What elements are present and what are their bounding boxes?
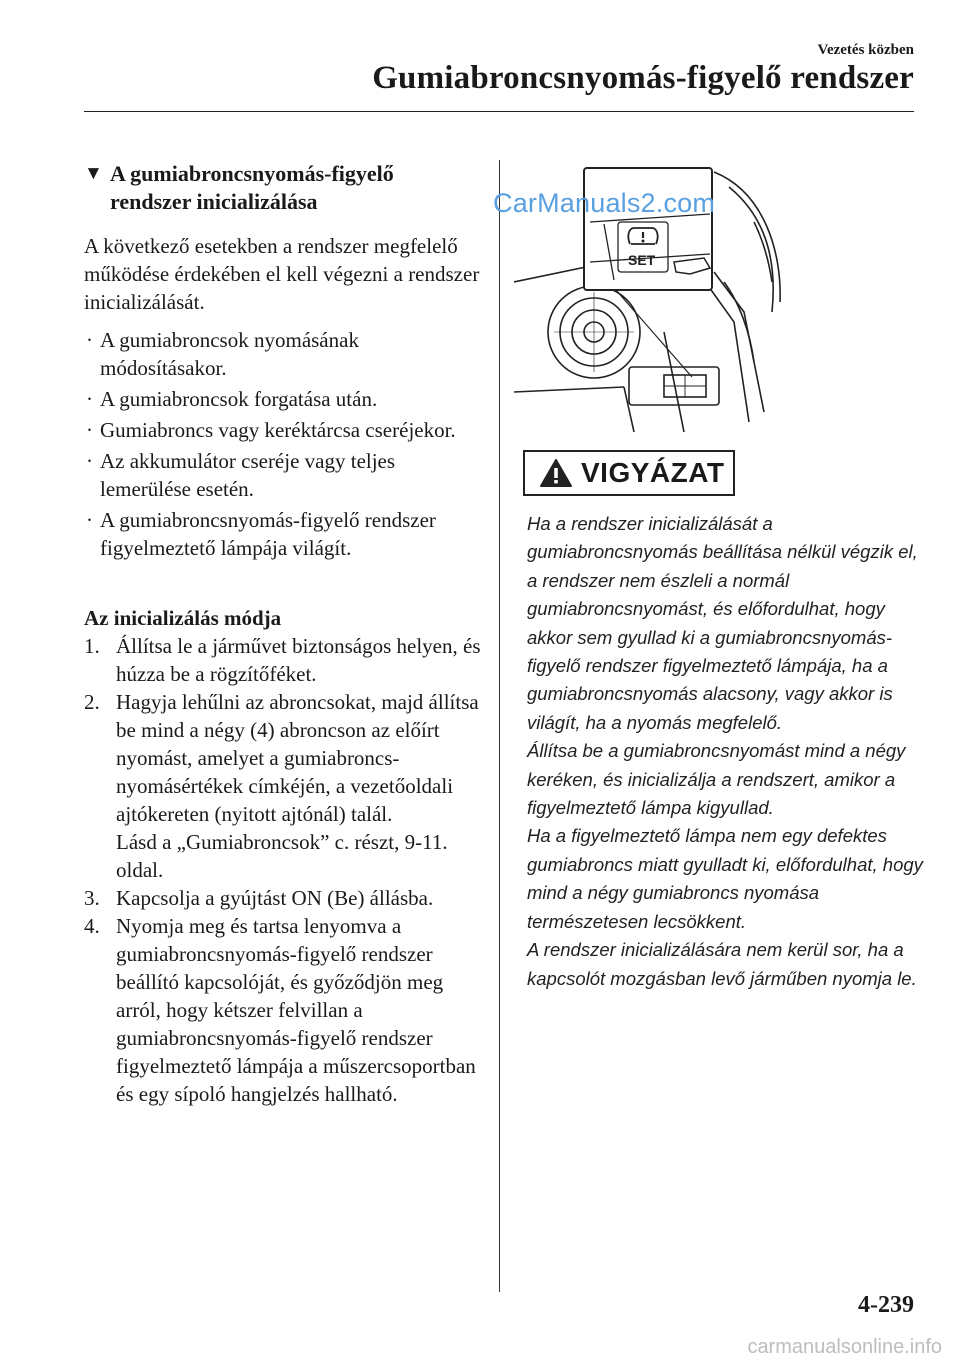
step-item [84,632,484,688]
caution-body [527,510,927,993]
caution-paragraph: Ha a rendszer inicializálását a gumiabroncsnyomás beállítása nélkül végzik el, a rendszer nem észleli a normál gumiabroncsnyomást, és előfordulhat, hogy akkor sem gyullad ki a gumiabroncsnyomás-figyelő rendszer figyelmeztető lámpája, ha a gumiabroncsnyomás alacsony, vagy akkor is világít, ha a nyomás megfelelő. [527,513,918,733]
step-reference: Lásd a „Gumiabroncsok” c. részt, 9-11. oldal. [116,830,448,882]
step-text: Állítsa le a járművet biztonságos helyen, és húzza be a rögzítőféket. [116,634,481,686]
step-item [84,884,484,912]
procedure-heading: Az inicializálás módja [84,606,282,630]
page-number: 4-239 [858,1292,914,1318]
step-text: Nyomja meg és tartsa lenyomva a gumiabroncsnyomás-figyelő rendszer beállító kapcsolóját, és győződjön meg arról, hogy kétszer felvillan a gumiabroncsnyomás-figyelő rendszer figyelmeztető lámpája a műszercsoportban és egy sípoló hangjelzés hallható. [116,914,476,1106]
section-title: Vezetés közben [817,42,914,58]
list-item: · A gumiabroncsok nyomásának módosításakor. [86,328,359,380]
bullet-icon: · [86,508,93,532]
caution-paragraph: Állítsa be a gumiabroncsnyomást mind a négy keréken, és inicializálja a rendszert, amikor a figyelmeztető lámpa kigyullad. [527,740,906,819]
footer-watermark: carmanualsonline.info [747,1336,942,1358]
caution-paragraph: A rendszer inicializálására nem kerül sor, ha a kapcsolót mozgásban levő járműben nyomja le. [527,939,917,989]
intro-paragraph: A következő esetekben a rendszer megfelelő működése érdekében el kell végezni a rendszer inicializálását. [84,234,480,314]
step-item [84,688,484,884]
bullet-icon: · [86,328,93,352]
bullet-icon: · [86,449,93,473]
list-item: · Az akkumulátor cseréje vagy teljes lemerülése esetén. [86,449,396,501]
caution-paragraph: Ha a figyelmeztető lámpa nem egy defektes gumiabroncs miatt gyulladt ki, előfordulhat, hogy mind a négy gumiabroncs nyomása természetesen lecsökkent. [527,825,923,932]
step-text: Kapcsolja a gyújtást ON (Be) állásba. [116,886,434,910]
heading-line-2: rendszer inicializálása [110,189,318,214]
heading-line-1: A gumiabroncsnyomás-figyelő [110,161,394,186]
list-item: · A gumiabroncsok forgatása után. [86,387,378,411]
page-title: Gumiabroncsnyomás-figyelő rendszer [372,60,914,96]
heading-marker-icon: ▼ [84,163,103,184]
set-button-label: SET [628,252,656,268]
bullet-icon: · [86,418,93,442]
condition-list [84,326,484,562]
step-number: 3. [84,886,100,910]
bullet-icon: · [86,387,93,411]
step-number: 4. [84,914,100,938]
header-divider [84,111,914,112]
section-heading [84,160,484,216]
list-item: · A gumiabroncsnyomás-figyelő rendszer figyelmeztető lámpája világít. [86,508,436,560]
step-number: 1. [84,634,100,658]
warning-triangle-icon [539,458,573,488]
list-item: · Gumiabroncs vagy keréktárcsa cseréjekor. [86,418,456,442]
caution-header [523,450,735,496]
step-number: 2. [84,690,100,714]
step-text: Hagyja lehűlni az abroncsokat, majd állítsa be mind a négy (4) abroncson az előírt nyomást, amelyet a gumiabroncs-nyomásértékek címkéjén, a vezetőoldali ajtókereten (nyitott ajtónál) talál. [116,690,479,826]
procedure-steps [84,632,484,1108]
step-item [84,912,484,1108]
left-column [84,160,484,1108]
watermark-text: CarManuals2.com [493,188,716,218]
column-divider [499,160,500,1292]
caution-title: VIGYÁZAT [581,457,725,488]
